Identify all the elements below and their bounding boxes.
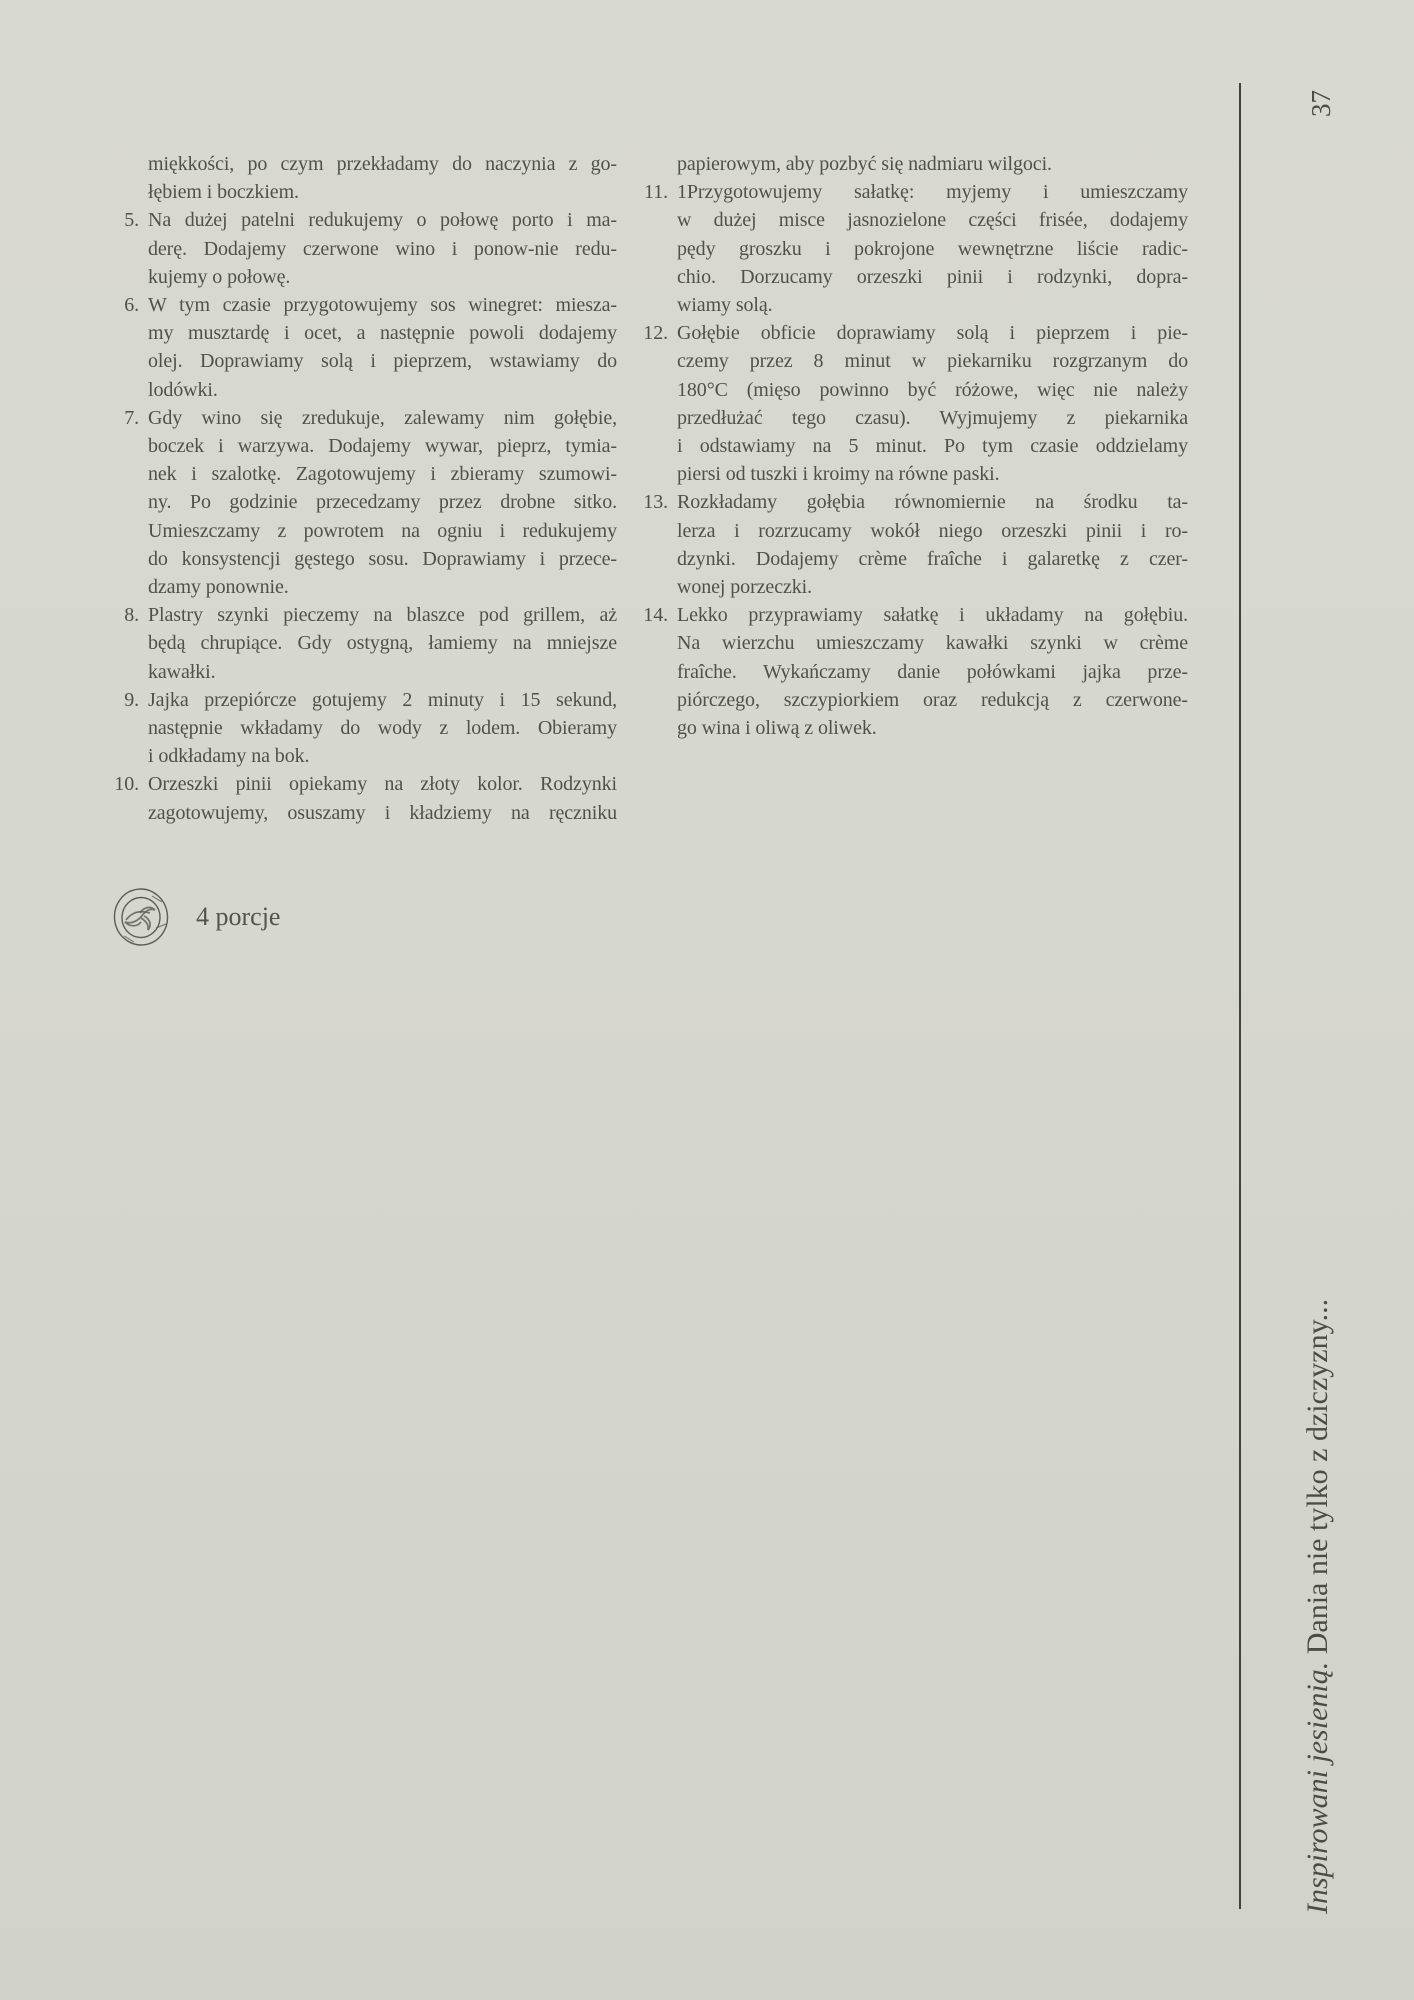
- step-line: kujemy o połowę.: [148, 265, 291, 288]
- step-line: i odstawiamy na 5 minut. Po tym czasie oddzielamy: [677, 435, 1188, 458]
- step-line: Orzeszki pinii opiekamy na złoty kolor. Rodzynki: [148, 773, 617, 796]
- step-line: Jajka przepiórcze gotujemy 2 minuty i 15 sekund,: [148, 688, 617, 711]
- step-line: Umieszczamy z powrotem na ogniu i redukujemy: [148, 519, 617, 542]
- step-line: lerza i rozrzucamy wokół niego orzeszki pinii i ro-: [677, 519, 1188, 542]
- step-line: Na wierzchu umieszczamy kawałki szynki w crème: [677, 632, 1188, 655]
- step-number: 11.: [644, 181, 668, 204]
- chapter-title-vertical: [1301, 1299, 1335, 1914]
- step-line: będą chrupiące. Gdy ostygną, łamiemy na mniejsze: [148, 632, 617, 655]
- step-line: ny. Po godzinie przecedzamy przez drobne sitko.: [148, 491, 617, 514]
- step-item: [107, 601, 617, 686]
- step-item: [636, 601, 1188, 742]
- step-number: [107, 150, 139, 206]
- step-line: następnie wkładamy do wody z lodem. Obieramy: [148, 717, 617, 740]
- step-line: nek i szalotkę. Zagotowujemy i zbieramy szumowi-: [148, 463, 617, 486]
- step-line: i odkładamy na bok.: [148, 745, 310, 768]
- step-line: my musztardę i ocet, a następnie powoli dodajemy: [148, 322, 617, 345]
- step-line: miękkości, po czym przekładamy do naczynia z go-: [148, 153, 617, 175]
- step-item: [636, 178, 1188, 319]
- step-line: piórczego, szczypiorkiem oraz redukcją z czerwone-: [677, 688, 1188, 711]
- recipe-column-left: [107, 150, 617, 827]
- step-number: 12.: [643, 322, 668, 345]
- step-item: [107, 686, 617, 771]
- step-line: Rozkładamy gołębia równomiernie na środku ta-: [677, 491, 1188, 514]
- step-line: derę. Dodajemy czerwone wino i ponow-nie redu-: [148, 237, 617, 260]
- step-item: [107, 150, 617, 206]
- step-line: chio. Dorzucamy orzeszki pinii i rodzynki, dopra-: [677, 265, 1188, 288]
- step-line: go wina i oliwą z oliwek.: [677, 717, 877, 740]
- step-line: olej. Doprawiamy solą i pieprzem, wstawiamy do: [148, 350, 617, 373]
- step-line: papierowym, aby pozbyć się nadmiaru wilgoci.: [677, 153, 1052, 175]
- page-number: 37: [1306, 90, 1336, 117]
- recipe-column-right: [636, 150, 1188, 742]
- step-line: przedłużać tego czasu). Wyjmujemy z piekarnika: [677, 406, 1188, 429]
- step-item: [107, 206, 617, 291]
- step-line: Plastry szynki pieczemy na blaszce pod grillem, aż: [148, 604, 617, 627]
- step-line: Gołębie obficie doprawiamy solą i pieprzem i pie-: [677, 322, 1188, 345]
- step-line: Gdy wino się zredukuje, zalewamy nim gołębie,: [148, 406, 617, 429]
- step-line: pędy groszku i pokrojone wewnętrzne liście radic-: [677, 237, 1188, 260]
- step-number: 5.: [124, 209, 139, 232]
- step-line: wiamy solą.: [677, 294, 773, 317]
- step-line: 180°C (mięso powinno być różowe, więc nie należy: [677, 378, 1188, 401]
- step-line: kawałki.: [148, 660, 216, 683]
- step-number: 10.: [114, 773, 139, 796]
- portions-label: 4 porcje: [196, 902, 281, 931]
- step-item: [636, 488, 1188, 601]
- step-item: [636, 319, 1188, 488]
- portions-badge: [112, 886, 280, 948]
- step-number: [636, 150, 668, 178]
- step-item: [636, 150, 1188, 178]
- step-line: fraîche. Wykańczamy danie połówkami jajka prze-: [677, 660, 1188, 683]
- step-number: 9.: [124, 688, 139, 711]
- step-line: zagotowujemy, osuszamy i kładziemy na ręczniku: [148, 801, 617, 824]
- step-item: [107, 404, 617, 601]
- step-line: piersi od tuszki i kroimy na równe paski.: [677, 463, 1000, 486]
- margin-rule: [1239, 83, 1241, 1909]
- step-line: boczek i warzywa. Dodajemy wywar, pieprz, tymia-: [148, 435, 617, 458]
- step-line: łębiem i boczkiem.: [148, 181, 299, 204]
- step-item: [107, 291, 617, 404]
- step-line: W tym czasie przygotowujemy sos winegret: miesza-: [148, 294, 617, 317]
- step-line: 1Przygotowujemy sałatkę: myjemy i umieszczamy: [677, 181, 1188, 204]
- step-line: wonej porzeczki.: [677, 576, 813, 599]
- step-number: 8.: [124, 604, 139, 627]
- step-line: Lekko przyprawiamy sałatkę i układamy na gołębiu.: [677, 604, 1188, 627]
- step-number: 13.: [643, 491, 668, 514]
- step-line: lodówki.: [148, 378, 218, 401]
- step-number: 14.: [643, 604, 668, 627]
- step-number: 7.: [124, 406, 139, 429]
- step-line: w dużej misce jasnozielone części frisée, dodajemy: [677, 209, 1188, 232]
- plate-icon: [112, 886, 170, 948]
- step-line: dzamy ponownie.: [148, 576, 289, 599]
- chapter-title-name: Dania nie tylko z dziczyzny...: [1301, 1298, 1334, 1662]
- step-line: dzynki. Dodajemy crème fraîche i galaretkę z czer-: [677, 547, 1188, 570]
- step-line: do konsystencji gęstego sosu. Doprawiamy i przece-: [148, 547, 617, 570]
- chapter-title-series: Inspirowani jesienią.: [1301, 1661, 1334, 1914]
- step-line: Na dużej patelni redukujemy o połowę porto i ma-: [148, 209, 617, 232]
- step-line: czemy przez 8 minut w piekarniku rozgrzanym do: [677, 350, 1188, 373]
- step-number: 6.: [124, 294, 139, 317]
- step-item: [107, 770, 617, 826]
